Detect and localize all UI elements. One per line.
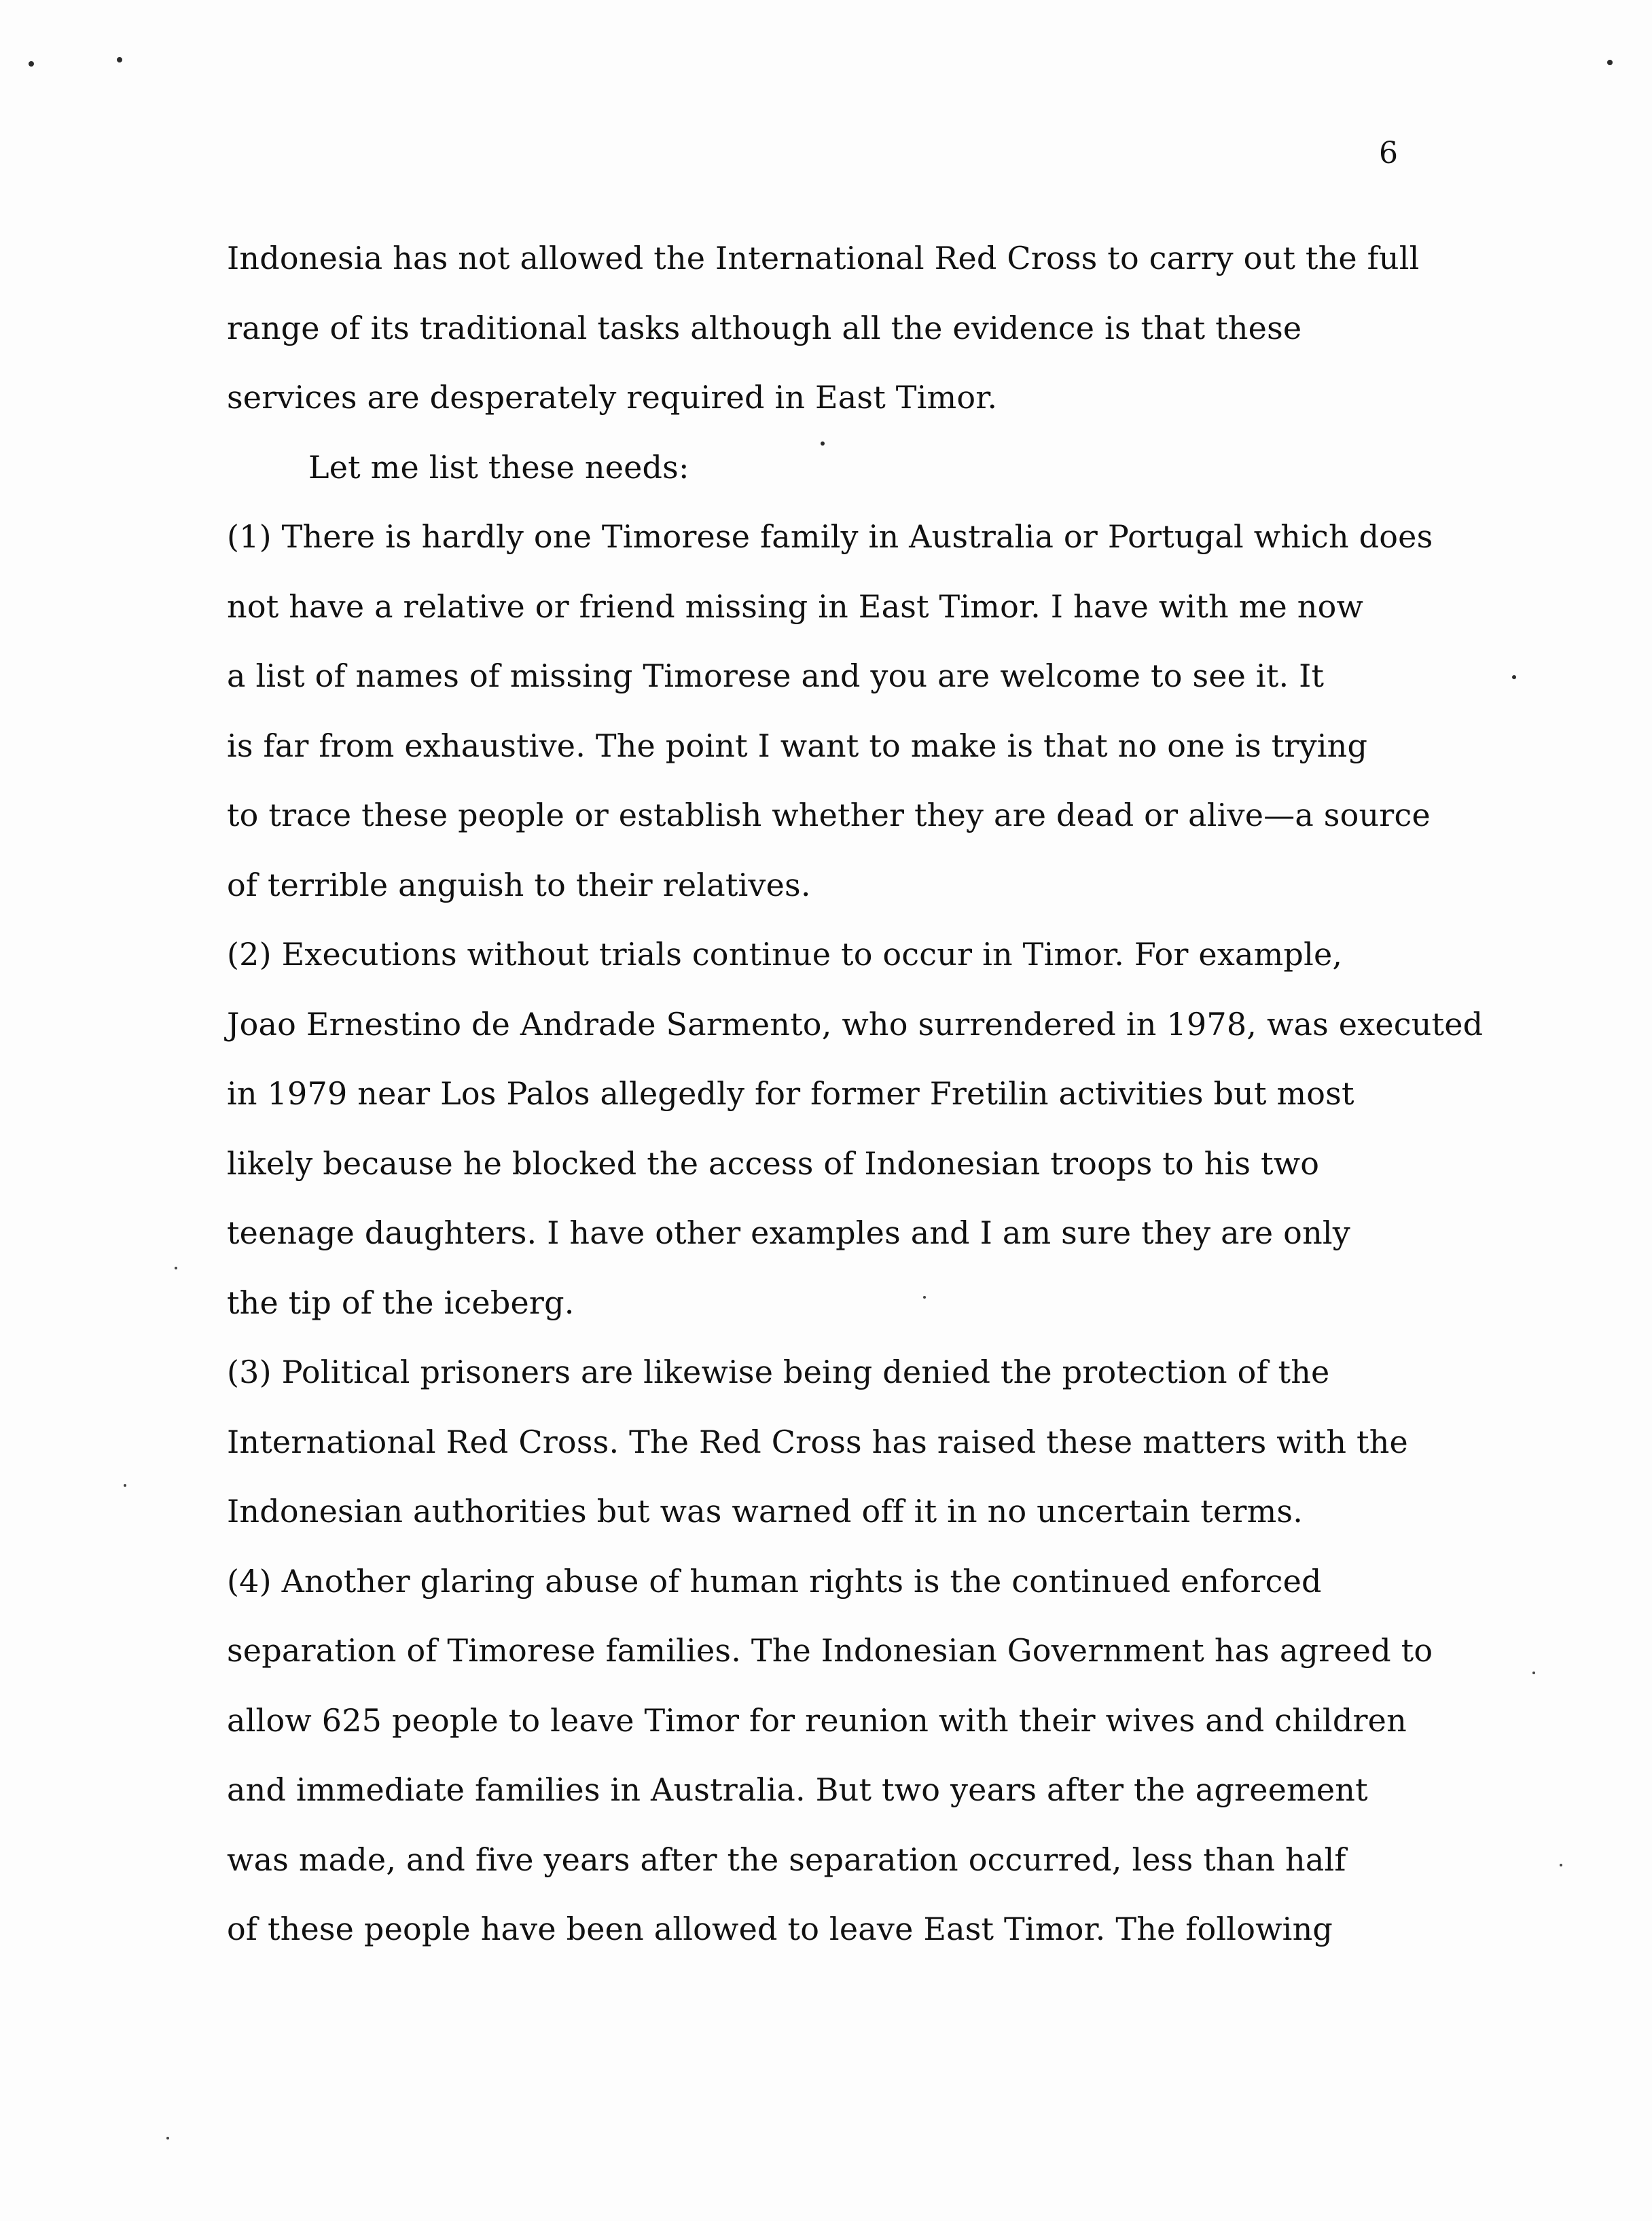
scan-speck [175, 1267, 177, 1269]
text-line: to trace these people or establish whether they are dead or alive—a source [227, 797, 1431, 833]
page-number: 6 [1379, 136, 1398, 170]
scan-speck [166, 2137, 169, 2139]
text-line: services are desperately required in East Timor. [227, 379, 998, 416]
text-line: (2) Executions without trials continue to occur in Timor. For example, [227, 936, 1343, 973]
text-line: likely because he blocked the access of Indonesian troops to his two [227, 1144, 1320, 1182]
scan-speck [923, 1296, 926, 1299]
text-line: (3) Political prisoners are likewise being denied the protection of the [227, 1354, 1330, 1390]
text-line: in 1979 near Los Palos allegedly for former Fretilin activities but most [227, 1075, 1354, 1112]
text-line: (1) There is hardly one Timorese family in Australia or Portugal which does [227, 518, 1433, 555]
scan-speck [821, 441, 825, 446]
text-line: teenage daughters. I have other examples and I am sure they are only [227, 1214, 1350, 1251]
scan-speck [29, 61, 34, 67]
text-line: separation of Timorese families. The Indonesian Government has agreed to [227, 1632, 1433, 1669]
text-line: Joao Ernestino de Andrade Sarmento, who surrendered in 1978, was executed [227, 1005, 1484, 1043]
text-line: a list of names of missing Timorese and you are welcome to see it. It [227, 657, 1325, 694]
text-line: Indonesia has not allowed the International Red Cross to carry out the full [227, 240, 1420, 276]
text-line: allow 625 people to leave Timor for reunion with their wives and children [227, 1701, 1407, 1739]
text-line: Indonesian authorities but was warned off it in no uncertain terms. [227, 1493, 1304, 1530]
text-line: the tip of the iceberg. [227, 1284, 575, 1321]
text-line: International Red Cross. The Red Cross has raised these matters with the [227, 1423, 1408, 1460]
text-line: of these people have been allowed to leave East Timor. The following [227, 1911, 1333, 1947]
scan-speck [1560, 1864, 1562, 1866]
text-line: and immediate families in Australia. But two years after the agreement [227, 1771, 1368, 1808]
text-line: was made, and five years after the separation occurred, less than half [227, 1841, 1346, 1878]
body-text [227, 234, 1551, 1975]
text-line: (4) Another glaring abuse of human rights is the continued enforced [227, 1562, 1322, 1600]
text-line-indented: Let me list these needs: [308, 448, 689, 486]
scan-speck [1532, 1672, 1535, 1674]
text-line: not have a relative or friend missing in East Timor. I have with me now [227, 588, 1364, 625]
scan-speck [117, 57, 122, 62]
scan-speck [1607, 60, 1613, 65]
scan-speck [1512, 675, 1516, 679]
text-line: is far from exhaustive. The point I want to make is that no one is trying [227, 727, 1368, 764]
text-line: range of its traditional tasks although all the evidence is that these [227, 309, 1302, 346]
text-line: of terrible anguish to their relatives. [227, 866, 811, 903]
scan-speck [124, 1484, 126, 1487]
